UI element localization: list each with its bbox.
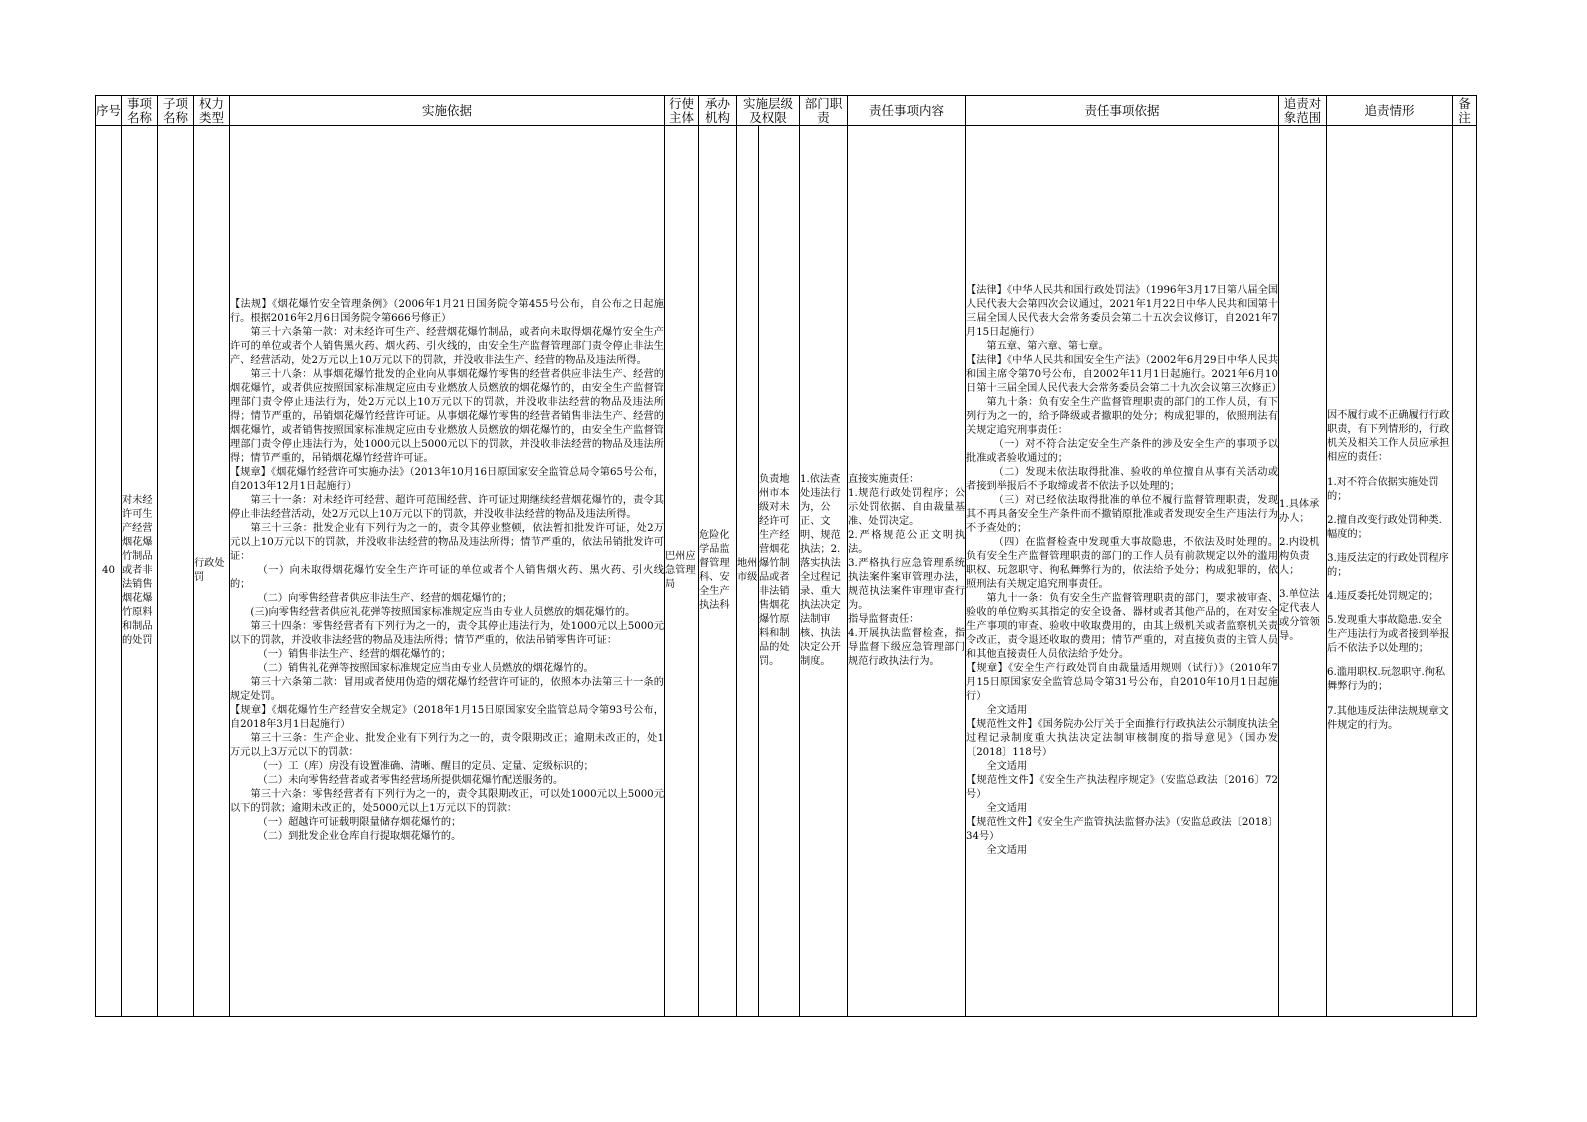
header-seq: 序号 [96,96,122,126]
cell-sub-name [158,126,194,1017]
basis-paragraph: （一）向未取得烟花爆竹安全生产许可证的单位或者个人销售烟火药、黑火药、引火线的； [230,565,664,590]
header-resp-content: 责任事项内容 [848,96,966,126]
basis-paragraph: （二）未向零售经营者或者零售经营场所提供烟花爆竹配送服务的。 [257,775,564,786]
cell-resp-content [848,126,966,1017]
resp-basis-paragraph: 全文适用 [986,845,1028,856]
header-dept-duty: 部门职责 [800,96,848,126]
resp-basis-paragraph: 全文适用 [986,803,1028,814]
cell-resp-basis [966,126,1282,1017]
header-account-scope: 追责对象范围 [1279,96,1327,126]
table-row [96,126,1477,1017]
resp-basis-paragraph: 全文适用 [986,761,1028,772]
basis-paragraph: 第三十三条：批发企业有下列行为之一的，责令其停业整顿，依法暂扣批发许可证，处2万元以上10万元以下的罚款，并没收非法经营的物品及违法所得；情节严重的，依法吊销批发许可证： [230,523,664,562]
basis-paragraph: 【规章】《烟花爆竹生产经营安全规定》（2018年1月15日原国家安全监管总局令第93号公布，自2018年3月1日起施行） [230,705,664,730]
basis-paragraph: （一）销售非法生产、经营的烟花爆竹的； [257,649,452,660]
resp-basis-paragraph: 【规范性文件】《国务院办公厅关于全面推行行政执法公示制度执法全过程记录制度重大执法决定法制审核制度的指导意见》（国办发〔2018〕118号） [966,719,1279,758]
account-case-line: 3.违反法定的行政处罚程序的； [1327,552,1449,578]
cell-dept-duty: 1.依法查处违法行为，公正、文明、规范执法；2.落实执法全过程记录、重大执法决定法制审核、执法决定公开制度。 [800,126,848,1017]
account-case-line: 5.发现重大事故隐患.安全生产违法行为或者接到举报后不依法予以处理的； [1327,615,1450,655]
account-cases-lines [1327,409,1452,732]
cell-basis [230,126,665,1017]
basis-paragraph: 第三十一条：对未经许可经营、超许可范围经营、许可证过期继续经营烟花爆竹的，责令其停止非法经营活动，处2万元以上10万元以下的罚款，并没收非法经营的物品及违法所得。 [230,495,664,520]
account-scope-line: 3.单位法定代表人或分管领导。 [1279,589,1320,643]
resp-content-line: 指导监督责任： [848,614,920,625]
header-item-name: 事项名称 [122,96,158,126]
cell-seq: 40 [96,126,122,1017]
cell-item-name: 对未经许可生产经营烟花爆竹制品或者非法销售烟花爆竹原料和制品的处罚 [122,126,158,1017]
resp-basis-paragraph: （三）对已经依法取得批准的单位不履行监督管理职责，发现其不再具备安全生产条件而不撤销原批准或者发现安全生产违法行为不予查处的； [966,495,1279,534]
basis-paragraph: （二）到批发企业仓库自行提取烟花爆竹的。 [257,831,462,842]
header-account-cases: 追责情形 [1327,96,1453,126]
cell-remark [1453,126,1477,1017]
cell-subject: 巴州应急管理局 [665,126,699,1017]
basis-paragraph: 【规章】《烟花爆竹经营许可实施办法》（2013年10月16日原国家安全监管总局令第65号公布，自2013年12月1日起施行） [230,467,664,492]
resp-content-line: 4.开展执法监督检查，指导监督下级应急管理部门规范行政执法行为。 [848,628,966,667]
basis-paragraph: 第三十六条第二款：冒用或者使用伪造的烟花爆竹经营许可证的，依照本办法第三十一条的规定处罚。 [230,677,664,702]
resp-basis-paragraph: 【规章】《安全生产行政处罚自由裁量适用规则（试行）》（2010年7月15日原国家安全监管总局令第31号公布，自2010年10月1日起施行） [966,663,1279,702]
resp-basis-paragraph: （一）对不符合法定安全生产条件的涉及安全生产的事项予以批准或者验收通过的； [966,439,1279,464]
header-row [96,96,1477,126]
basis-paragraph: 第三十四条：零售经营者有下列行为之一的，责令其停止违法行为，处1000元以上5000元以下的罚款，并没收非法经营的物品及违法所得；情节严重的，依法吊销零售许可证： [230,621,664,646]
basis-paragraph: 第三十六条：零售经营者有下列行为之一的，责令其限期改正，可以处1000元以上5000元以下的罚款；逾期未改正的，处5000元以上1万元以下的罚款： [230,789,664,814]
basis-paragraph: (三)向零售经营者供应礼花弹等按照国家标准规定应当由专业人员燃放的烟花爆竹的。 [250,607,636,618]
basis-paragraph: （二）向零售经营者供应非法生产、经营的烟花爆竹的； [257,593,513,604]
header-basis: 实施依据 [230,96,665,126]
responsibility-table [95,95,1477,1017]
resp-content-line: 3.严格执行应急管理系统执法案件案审管理办法，规范执法案件审理审查行为。 [848,558,966,611]
resp-basis-paragraph: 全文适用 [986,705,1028,716]
account-case-line: 1.对不符合依据实施处罚的； [1327,476,1439,502]
resp-basis-paragraph: 【法律】《中华人民共和国安全生产法》（2002年6月29日中华人民共和国主席令第70号公布，自2002年11月1日起施行。2021年6月10日第十三届全国人民代表大会常务委员会第二十九次会议第三次修正） [966,355,1282,394]
resp-content-line: 2.严格规范公正文明执法。 [848,530,966,555]
cell-power-type: 行政处罚 [194,126,230,1017]
header-resp-basis: 责任事项依据 [966,96,1279,126]
basis-paragraph: 第三十三条：生产企业、批发企业有下列行为之一的，责令限期改正；逾期未改正的，处1万元以上3万元以下的罚款： [230,733,664,758]
resp-basis-paragraph: 【规范性文件】《安全生产监管执法监督办法》（安监总政法〔2018〕34号） [966,817,1279,842]
header-power-type: 权力类型 [194,96,230,126]
cell-agency: 危险化学品监督管理科、安全生产执法科 [699,126,737,1017]
basis-paragraph: 第三十六条第一款：对未经许可生产、经营烟花爆竹制品，或者向未取得烟花爆竹安全生产许可的单位或者个人销售黑火药、烟火药、引火线的，由安全生产监督管理部门责令停止非法生产、经营活动，处2万元以上10万元以下的罚款，并没收非法生产、经营的物品及违法所得。 [230,327,664,366]
basis-paragraph: 第三十八条：从事烟花爆竹批发的企业向从事烟花爆竹零售的经营者供应非法生产、经营的烟花爆竹，或者供应按照国家标准规定应由专业燃放人员燃放的烟花爆竹的，由安全生产监督管理部门责令停止违法行为，处2万元以上10万元以下的罚款，并没收非法经营的物品及违法所得；情节严重的，吊销烟花爆竹经营许可证。从事烟花爆竹零售的经营者销售非法生产、经营的烟花爆竹，或者销售按照国家标准规定应由专业燃放人员燃放的烟花爆竹的，由安全生产监督管理部门责令停止违法行为，处1000元以上5000元以下的罚款，并没收非法经营的物品及违法所得；情节严重的，吊销烟花爆竹经营许可证。 [230,369,664,464]
header-level: 实施层级及权限 [737,96,800,126]
account-case-line: 2.擅自改变行政处罚种类.幅度的； [1327,514,1442,540]
basis-paragraph: （一）工（库）房没有设置准确、清晰、醒目的定员、定量、定级标识的； [257,761,594,772]
cell-account-scope [1279,126,1327,1017]
basis-paragraphs [230,298,664,844]
cell-level-a: 地州市级 [737,126,759,1017]
resp-basis-paragraph: 【法律】《中华人民共和国行政处罚法》（1996年3月17日第八届全国人民代表大会第四次会议通过，2021年1月22日中华人民共和国第十三届全国人民代表大会常务委员会第二十五次会议修订，自2021年7月15日起施行） [966,285,1279,338]
account-case-line: 7.其他违反法律法规规章文件规定的行为。 [1327,705,1449,731]
resp-content-line: 直接实施责任： [848,474,920,485]
resp-basis-paragraph: 第九十条：负有安全生产监督管理职责的部门的工作人员，有下列行为之一的，给予降级或者撤职的处分；构成犯罪的，依照刑法有关规定追究刑事责任： [966,397,1279,436]
account-case-line: 6.滥用职权.玩忽职守.徇私舞弊行为的； [1327,667,1446,693]
account-case-line: 因不履行或不正确履行行政职责，有下列情形的，行政机关及相关工作人员应承担相应的责任： [1327,410,1450,464]
cell-account-cases [1327,126,1453,1017]
resp-basis-paragraph: （二）发现未依法取得批准、验收的单位擅自从事有关活动或者接到举报后不予取缔或者不依法予以处理的； [966,467,1279,492]
resp-content-lines [848,473,965,669]
account-scope-line: 1.具体承办人； [1279,498,1320,524]
resp-basis-paragraph: 【规范性文件】《安全生产执法程序规定》（安监总政法〔2016〕72号） [966,775,1279,800]
header-agency: 承办机构 [699,96,737,126]
resp-content-line: 1.规范行政处罚程序；公示处罚依据、自由裁量基准、处罚决定。 [848,488,966,527]
account-scope-lines [1279,498,1326,644]
cell-level-b: 负责地州市本级对未经许可生产经营烟花爆竹制品或者非法销售烟花爆竹原料和制品的处罚。 [759,126,800,1017]
account-case-line: 4.违反委托处罚规定的； [1327,591,1439,603]
basis-paragraph: 【法规】《烟花爆竹安全管理条例》（2006年1月21日国务院令第455号公布，自公布之日起施行。根据2016年2月6日国务院令第666号修正） [230,299,664,324]
basis-paragraph: （一）超越许可证载明限量储存烟花爆竹的； [257,817,462,828]
header-sub-name: 子项名称 [158,96,194,126]
resp-basis-paragraph: 第九十一条：负有安全生产监督管理职责的部门，要求被审查、验收的单位购买其指定的安全设备、器材或者其他产品的，在对安全生产事项的审查、验收中收取费用的，由其上级机关或者监察机关责令改正，责令退还收取的费用；情节严重的，对直接负责的主管人员和其他直接责任人员依法给予处分。 [966,593,1279,660]
resp-basis-paragraphs [966,284,1282,858]
header-remark: 备注 [1453,96,1477,126]
account-scope-line: 2.内设机构负责人； [1279,537,1320,576]
basis-paragraph: （二）销售礼花弹等按照国家标准规定应当由专业人员燃放的烟花爆竹的。 [257,663,594,674]
resp-basis-paragraph: （四）在监督检查中发现重大事故隐患，不依法及时处理的。负有安全生产监督管理职责的部门的工作人员有前款规定以外的滥用职权、玩忽职守、徇私舞弊行为的，依法给予处分；构成犯罪的，依照刑法有关规定追究刑事责任。 [966,537,1279,590]
header-subject: 行使主体 [665,96,699,126]
resp-basis-paragraph: 第五章、第六章、第七章。 [986,341,1109,352]
